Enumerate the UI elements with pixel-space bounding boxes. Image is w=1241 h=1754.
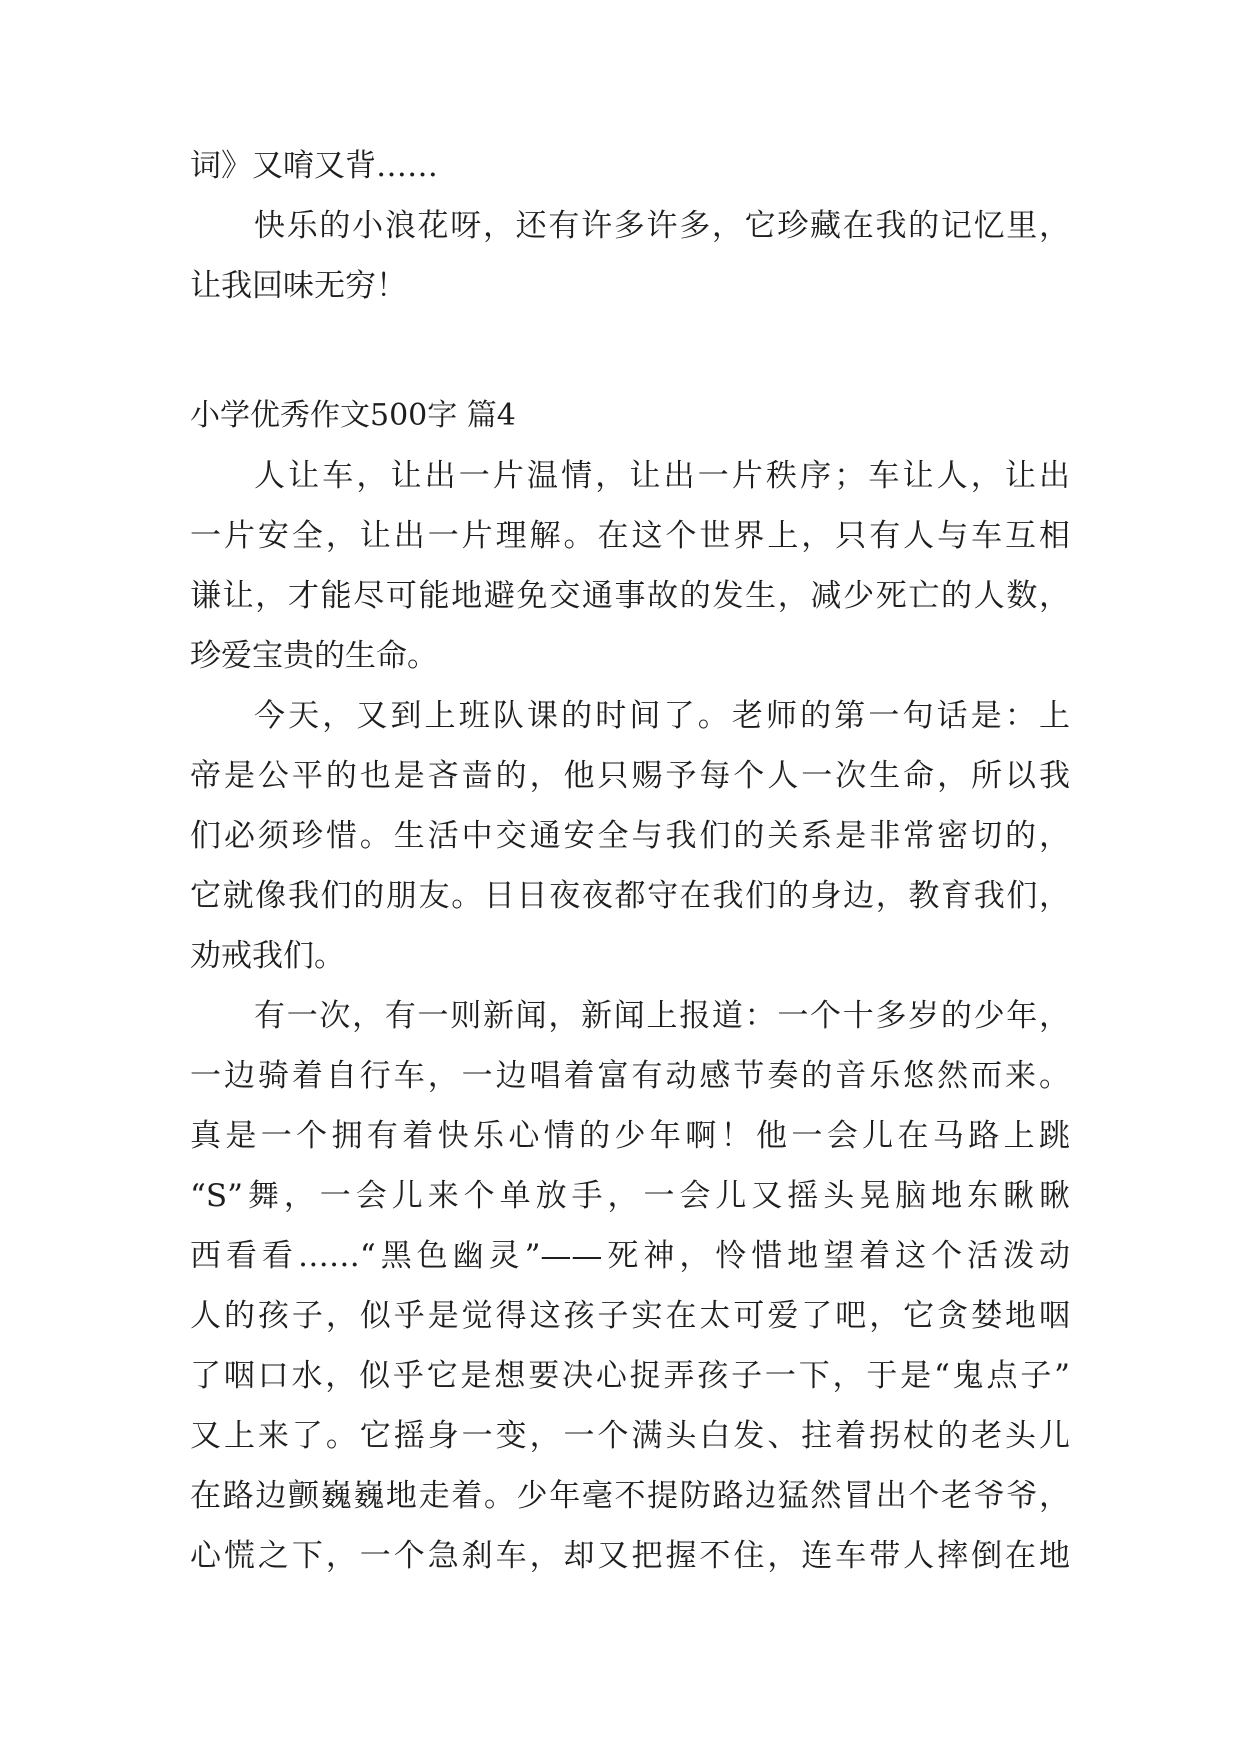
text-line: 又上来了。它摇身一变，一个满头白发、拄着拐杖的老头儿 [190,1418,1070,1454]
text-line: 们必须珍惜。生活中交通安全与我们的关系是非常密切的， [190,818,1070,854]
text-line: 西看看……“黑色幽灵”——死神，怜惜地望着这个活泼动 [190,1238,1070,1274]
text-line: 心慌之下，一个急刹车，却又把握不住，连车带人摔倒在地 [190,1538,1070,1574]
text-line: 今天，又到上班队课的时间了。老师的第一句话是：上 [254,698,1070,734]
text-line: 它就像我们的朋友。日日夜夜都守在我们的身边，教育我们， [190,878,1070,914]
text-line: 谦让，才能尽可能地避免交通事故的发生，减少死亡的人数， [190,578,1070,614]
text-line: 让我回味无穷！ [190,268,407,304]
text-line: 人让车，让出一片温情，让出一片秩序；车让人，让出 [254,458,1070,494]
text-line: 有一次，有一则新闻，新闻上报道：一个十多岁的少年， [254,998,1070,1034]
text-line: 劝戒我们。 [190,938,345,974]
section-heading: 小学优秀作文500字 篇4 [190,398,516,433]
text-line: 人的孩子，似乎是觉得这孩子实在太可爱了吧，它贪婪地咽 [190,1298,1070,1334]
text-line: 一边骑着自行车，一边唱着富有动感节奏的音乐悠然而来。 [190,1058,1070,1094]
text-line: 帝是公平的也是吝啬的，他只赐予每个人一次生命，所以我 [190,758,1070,794]
text-line: 真是一个拥有着快乐心情的少年啊！他一会儿在马路上跳 [190,1118,1070,1154]
text-line: 了咽口水，似乎它是想要决心捉弄孩子一下，于是“鬼点子” [190,1358,1070,1394]
text-line: 快乐的小浪花呀，还有许多许多，它珍藏在我的记忆里， [254,208,1070,244]
text-line: “S”舞，一会儿来个单放手，一会儿又摇头晃脑地东瞅瞅 [190,1178,1070,1214]
text-line: 词》又唷又背…… [190,148,438,184]
text-line: 一片安全，让出一片理解。在这个世界上，只有人与车互相 [190,518,1070,554]
text-line: 珍爱宝贵的生命。 [190,638,438,674]
text-line: 在路边颤巍巍地走着。少年毫不提防路边猛然冒出个老爷爷， [190,1478,1070,1514]
